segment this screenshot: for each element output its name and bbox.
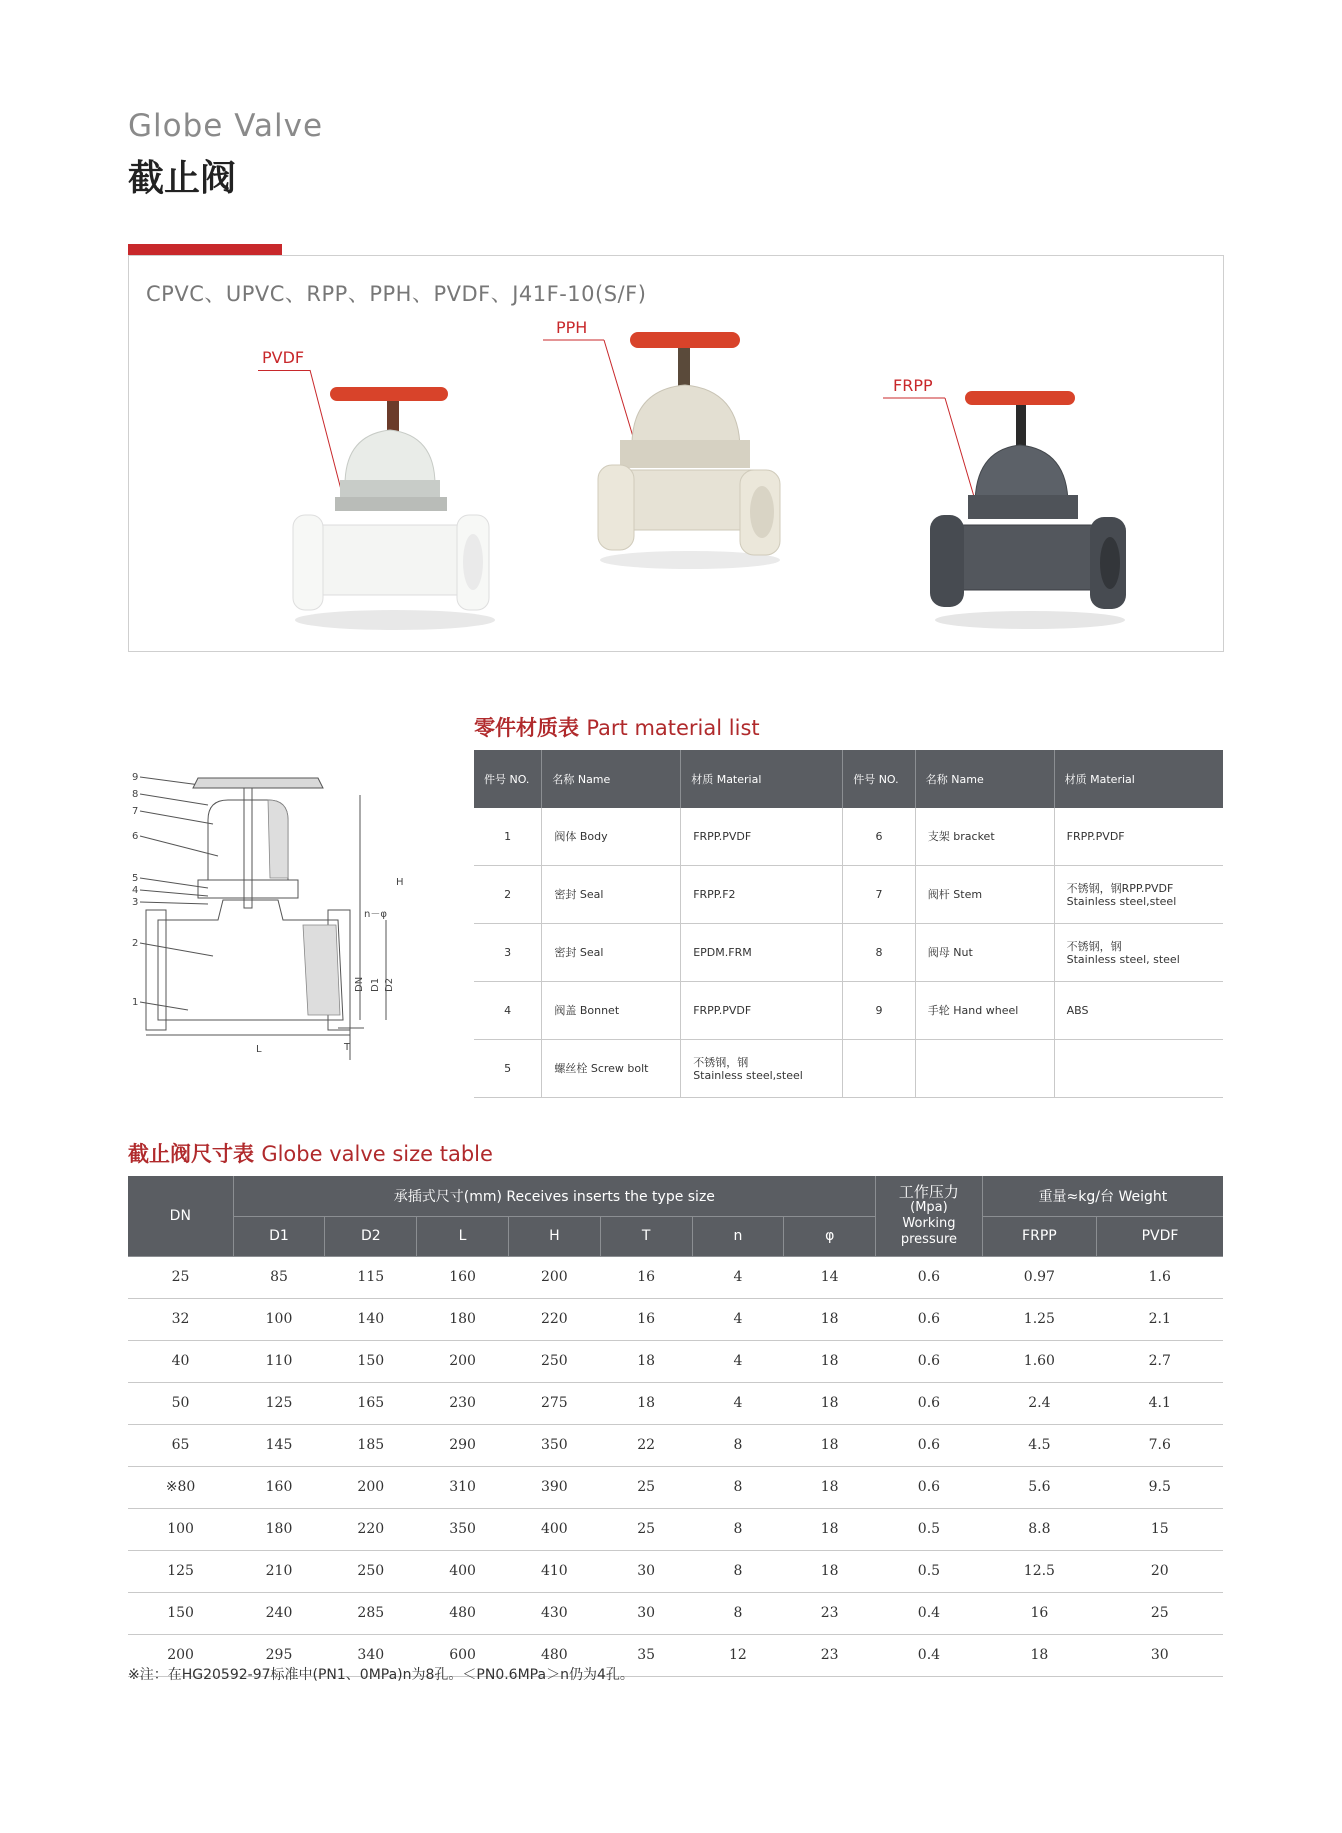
size-cell: 16 bbox=[600, 1256, 692, 1298]
parts-cell: 不锈钢，钢 Stainless steel, steel bbox=[1054, 924, 1223, 982]
size-cell: 12.5 bbox=[982, 1550, 1096, 1592]
size-cell: 18 bbox=[784, 1340, 876, 1382]
size-cell: 85 bbox=[233, 1256, 325, 1298]
diagram-label-t: T bbox=[344, 1042, 351, 1053]
size-cell: 295 bbox=[233, 1634, 325, 1676]
size-row bbox=[128, 1592, 1223, 1634]
size-cell: 165 bbox=[325, 1382, 417, 1424]
size-cell: 4 bbox=[692, 1298, 784, 1340]
parts-cell: 2 bbox=[474, 866, 542, 924]
parts-cell: 阀盖 Bonnet bbox=[542, 982, 681, 1040]
parts-head-no-1: 件号 NO. bbox=[474, 750, 542, 808]
parts-head-name-2: 名称 Name bbox=[915, 750, 1054, 808]
size-cell: 18 bbox=[600, 1340, 692, 1382]
size-cell: 4.1 bbox=[1096, 1382, 1223, 1424]
size-cell: 220 bbox=[325, 1508, 417, 1550]
size-cell: 9.5 bbox=[1096, 1466, 1223, 1508]
size-cell: 8 bbox=[692, 1424, 784, 1466]
size-head-pressure-unit: (Mpa) bbox=[910, 1199, 948, 1215]
diagram-label-2: 2 bbox=[132, 938, 139, 949]
size-cell: 310 bbox=[417, 1466, 509, 1508]
parts-cell: 阀母 Nut bbox=[915, 924, 1054, 982]
page-title-en: Globe Valve bbox=[128, 108, 324, 144]
size-cell: 18 bbox=[784, 1382, 876, 1424]
page-title-cn: 截止阀 bbox=[128, 158, 237, 199]
size-cell: 23 bbox=[784, 1634, 876, 1676]
size-cell: 600 bbox=[417, 1634, 509, 1676]
size-cell: 2.4 bbox=[982, 1382, 1096, 1424]
size-cell: 25 bbox=[600, 1466, 692, 1508]
diagram-label-6: 6 bbox=[132, 831, 139, 842]
size-cell: 2.7 bbox=[1096, 1340, 1223, 1382]
parts-cell: FRPP.F2 bbox=[681, 866, 843, 924]
size-subhead-cell: D2 bbox=[325, 1216, 417, 1256]
size-cell: 390 bbox=[508, 1466, 600, 1508]
size-row bbox=[128, 1550, 1223, 1592]
size-head-pressure-cn: 工作压力 bbox=[898, 1182, 959, 1201]
material-list-text: CPVC、UPVC、RPP、PPH、PVDF、J41F-10(S/F) bbox=[146, 282, 647, 306]
diagram-label-8: 8 bbox=[132, 789, 139, 800]
size-cell: 150 bbox=[128, 1592, 233, 1634]
size-cell: 0.6 bbox=[876, 1466, 983, 1508]
size-cell: 220 bbox=[508, 1298, 600, 1340]
size-cell: 8 bbox=[692, 1508, 784, 1550]
diagram-label-4: 4 bbox=[132, 885, 139, 896]
size-cell: 230 bbox=[417, 1382, 509, 1424]
parts-head-material-1: 材质 Material bbox=[681, 750, 843, 808]
size-head-pressure-en-2: pressure bbox=[900, 1231, 958, 1247]
parts-cell: 阀杆 Stem bbox=[915, 866, 1054, 924]
size-cell: 160 bbox=[233, 1466, 325, 1508]
valve-photo-pph bbox=[590, 320, 795, 580]
size-cell: 125 bbox=[233, 1382, 325, 1424]
size-cell: 180 bbox=[417, 1298, 509, 1340]
size-cell: 0.4 bbox=[876, 1634, 983, 1676]
size-cell: 0.6 bbox=[876, 1382, 983, 1424]
callout-frpp: FRPP bbox=[893, 376, 933, 395]
parts-cell: 阀体 Body bbox=[542, 808, 681, 866]
diagram-label-h: H bbox=[396, 877, 404, 888]
diagram-label-dn: DN bbox=[354, 976, 365, 992]
size-cell: 18 bbox=[784, 1466, 876, 1508]
size-cell: 350 bbox=[508, 1424, 600, 1466]
size-row bbox=[128, 1298, 1223, 1340]
parts-cell: ABS bbox=[1054, 982, 1223, 1040]
size-cell: 20 bbox=[1096, 1550, 1223, 1592]
size-cell: 150 bbox=[325, 1340, 417, 1382]
size-cell: 15 bbox=[1096, 1508, 1223, 1550]
size-cell: 30 bbox=[600, 1550, 692, 1592]
size-cell: 50 bbox=[128, 1382, 233, 1424]
parts-head-material-2: 材质 Material bbox=[1054, 750, 1223, 808]
size-cell: 410 bbox=[508, 1550, 600, 1592]
size-header-row-1 bbox=[128, 1176, 1223, 1216]
size-title-en: Globe valve size table bbox=[261, 1142, 493, 1166]
size-cell: 400 bbox=[417, 1550, 509, 1592]
size-head-group: 承插式尺寸(mm) Receives inserts the type size bbox=[233, 1176, 875, 1216]
diagram-label-5: 5 bbox=[132, 873, 139, 884]
diagram-label-7: 7 bbox=[132, 806, 139, 817]
parts-title-cn: 零件材质表 bbox=[474, 716, 579, 740]
size-cell: 8 bbox=[692, 1466, 784, 1508]
parts-cell: EPDM.FRM bbox=[681, 924, 843, 982]
size-head-dn: DN bbox=[128, 1176, 233, 1256]
size-cell: 160 bbox=[417, 1256, 509, 1298]
size-cell: 200 bbox=[128, 1634, 233, 1676]
size-cell: 4 bbox=[692, 1382, 784, 1424]
size-subhead-cell: H bbox=[508, 1216, 600, 1256]
size-cell: 250 bbox=[508, 1340, 600, 1382]
diagram-label-l: L bbox=[256, 1044, 262, 1055]
size-cell: 240 bbox=[233, 1592, 325, 1634]
size-head-pressure bbox=[876, 1176, 983, 1256]
size-cell: 4 bbox=[692, 1340, 784, 1382]
size-cell: 100 bbox=[128, 1508, 233, 1550]
size-cell: 0.4 bbox=[876, 1592, 983, 1634]
parts-row bbox=[474, 866, 1223, 924]
size-cell: 5.6 bbox=[982, 1466, 1096, 1508]
callout-pph: PPH bbox=[556, 318, 588, 337]
size-cell: 18 bbox=[982, 1634, 1096, 1676]
size-cell: 200 bbox=[508, 1256, 600, 1298]
size-cell: 125 bbox=[128, 1550, 233, 1592]
size-cell: 0.5 bbox=[876, 1508, 983, 1550]
size-cell: 0.6 bbox=[876, 1340, 983, 1382]
size-cell: 30 bbox=[1096, 1634, 1223, 1676]
size-cell: 8.8 bbox=[982, 1508, 1096, 1550]
size-row bbox=[128, 1340, 1223, 1382]
size-cell: 8 bbox=[692, 1592, 784, 1634]
size-cell: 18 bbox=[784, 1424, 876, 1466]
diagram-label-n-phi: n－φ bbox=[364, 909, 387, 920]
size-row bbox=[128, 1466, 1223, 1508]
size-cell: 7.6 bbox=[1096, 1424, 1223, 1466]
size-cell: 14 bbox=[784, 1256, 876, 1298]
size-cell: 430 bbox=[508, 1592, 600, 1634]
size-cell: 12 bbox=[692, 1634, 784, 1676]
size-subhead-cell: T bbox=[600, 1216, 692, 1256]
size-cell: 65 bbox=[128, 1424, 233, 1466]
size-cell: 200 bbox=[325, 1466, 417, 1508]
size-cell: 290 bbox=[417, 1424, 509, 1466]
size-title-cn: 截止阀尺寸表 bbox=[128, 1142, 254, 1166]
size-weight-subhead-cell: FRPP bbox=[982, 1216, 1096, 1256]
size-cell: 40 bbox=[128, 1340, 233, 1382]
size-row bbox=[128, 1508, 1223, 1550]
size-row bbox=[128, 1424, 1223, 1466]
size-table bbox=[128, 1176, 1223, 1677]
parts-cell: 9 bbox=[843, 982, 916, 1040]
parts-head-name-1: 名称 Name bbox=[542, 750, 681, 808]
parts-cell: 支架 bracket bbox=[915, 808, 1054, 866]
parts-row bbox=[474, 1040, 1223, 1098]
diagram-label-3: 3 bbox=[132, 897, 139, 908]
parts-cell: 3 bbox=[474, 924, 542, 982]
parts-title-en: Part material list bbox=[586, 716, 760, 740]
size-cell: 0.6 bbox=[876, 1298, 983, 1340]
parts-head-no-2: 件号 NO. bbox=[843, 750, 916, 808]
parts-row bbox=[474, 808, 1223, 866]
parts-cell bbox=[843, 1040, 916, 1098]
size-cell: 100 bbox=[233, 1298, 325, 1340]
size-cell: 25 bbox=[600, 1508, 692, 1550]
parts-cell: 密封 Seal bbox=[542, 924, 681, 982]
size-cell: 140 bbox=[325, 1298, 417, 1340]
size-cell: 0.97 bbox=[982, 1256, 1096, 1298]
size-cell: 185 bbox=[325, 1424, 417, 1466]
parts-material-table bbox=[474, 750, 1223, 1098]
size-cell: 16 bbox=[982, 1592, 1096, 1634]
size-cell: 16 bbox=[600, 1298, 692, 1340]
size-cell: 2.1 bbox=[1096, 1298, 1223, 1340]
size-row bbox=[128, 1382, 1223, 1424]
parts-cell: FRPP.PVDF bbox=[681, 982, 843, 1040]
size-head-weight: 重量≈kg/台 Weight bbox=[982, 1176, 1223, 1216]
parts-section-title bbox=[474, 712, 760, 742]
size-header-row-2 bbox=[128, 1216, 1223, 1256]
diagram-label-9: 9 bbox=[132, 772, 139, 783]
parts-cell: 1 bbox=[474, 808, 542, 866]
size-cell: 4 bbox=[692, 1256, 784, 1298]
size-head-pressure-en-1: Working bbox=[902, 1215, 956, 1231]
parts-cell: FRPP.PVDF bbox=[681, 808, 843, 866]
parts-row bbox=[474, 924, 1223, 982]
size-cell: 1.6 bbox=[1096, 1256, 1223, 1298]
parts-cell: 不锈钢，钢 Stainless steel,steel bbox=[681, 1040, 843, 1098]
size-cell: 23 bbox=[784, 1592, 876, 1634]
size-cell: 145 bbox=[233, 1424, 325, 1466]
size-row bbox=[128, 1256, 1223, 1298]
size-cell: 0.6 bbox=[876, 1424, 983, 1466]
valve-photo-frpp bbox=[920, 385, 1140, 635]
size-cell: 35 bbox=[600, 1634, 692, 1676]
size-cell: 18 bbox=[784, 1508, 876, 1550]
size-cell: 350 bbox=[417, 1508, 509, 1550]
size-cell: 25 bbox=[128, 1256, 233, 1298]
parts-header-row bbox=[474, 750, 1223, 808]
size-subhead-cell: D1 bbox=[233, 1216, 325, 1256]
parts-cell: 7 bbox=[843, 866, 916, 924]
size-cell: 32 bbox=[128, 1298, 233, 1340]
parts-cell: FRPP.PVDF bbox=[1054, 808, 1223, 866]
size-cell: 110 bbox=[233, 1340, 325, 1382]
callout-pvdf: PVDF bbox=[262, 348, 305, 367]
size-cell: 180 bbox=[233, 1508, 325, 1550]
valve-cross-section-diagram bbox=[128, 760, 428, 1070]
size-cell: 0.5 bbox=[876, 1550, 983, 1592]
size-cell: 22 bbox=[600, 1424, 692, 1466]
diagram-label-d2: D2 bbox=[384, 977, 395, 992]
size-cell: 1.25 bbox=[982, 1298, 1096, 1340]
size-cell: 4.5 bbox=[982, 1424, 1096, 1466]
size-cell: 0.6 bbox=[876, 1256, 983, 1298]
size-cell: 285 bbox=[325, 1592, 417, 1634]
size-cell: 400 bbox=[508, 1508, 600, 1550]
parts-cell: 螺丝栓 Screw bolt bbox=[542, 1040, 681, 1098]
size-subhead-cell: φ bbox=[784, 1216, 876, 1256]
diagram-label-d1: D1 bbox=[370, 977, 381, 992]
parts-cell bbox=[1054, 1040, 1223, 1098]
valve-photo-pvdf bbox=[285, 375, 505, 635]
size-cell: 210 bbox=[233, 1550, 325, 1592]
parts-cell: 不锈钢，钢RPP.PVDF Stainless steel,steel bbox=[1054, 866, 1223, 924]
parts-cell: 5 bbox=[474, 1040, 542, 1098]
diagram-label-1: 1 bbox=[132, 997, 139, 1008]
size-subhead-cell: L bbox=[417, 1216, 509, 1256]
parts-cell: 密封 Seal bbox=[542, 866, 681, 924]
size-cell: 340 bbox=[325, 1634, 417, 1676]
size-cell: 115 bbox=[325, 1256, 417, 1298]
size-cell: 480 bbox=[417, 1592, 509, 1634]
parts-cell bbox=[915, 1040, 1054, 1098]
size-cell: 250 bbox=[325, 1550, 417, 1592]
footnote: ※注：在HG20592-97标准中(PN1、0MPa)n为8孔。＜PN0.6MPa＞n仍为4孔。 bbox=[128, 1667, 634, 1683]
size-cell: 18 bbox=[784, 1298, 876, 1340]
size-cell: 18 bbox=[784, 1550, 876, 1592]
size-cell: 25 bbox=[1096, 1592, 1223, 1634]
parts-row bbox=[474, 982, 1223, 1040]
size-weight-subhead-cell: PVDF bbox=[1096, 1216, 1223, 1256]
size-subhead-cell: n bbox=[692, 1216, 784, 1256]
parts-cell: 6 bbox=[843, 808, 916, 866]
parts-cell: 4 bbox=[474, 982, 542, 1040]
size-cell: 18 bbox=[600, 1382, 692, 1424]
parts-cell: 手轮 Hand wheel bbox=[915, 982, 1054, 1040]
size-cell: 480 bbox=[508, 1634, 600, 1676]
parts-cell: 8 bbox=[843, 924, 916, 982]
size-cell: 30 bbox=[600, 1592, 692, 1634]
size-section-title bbox=[128, 1138, 493, 1168]
size-cell: 200 bbox=[417, 1340, 509, 1382]
size-cell: 275 bbox=[508, 1382, 600, 1424]
size-cell: 1.60 bbox=[982, 1340, 1096, 1382]
size-cell: ※80 bbox=[128, 1466, 233, 1508]
size-cell: 8 bbox=[692, 1550, 784, 1592]
